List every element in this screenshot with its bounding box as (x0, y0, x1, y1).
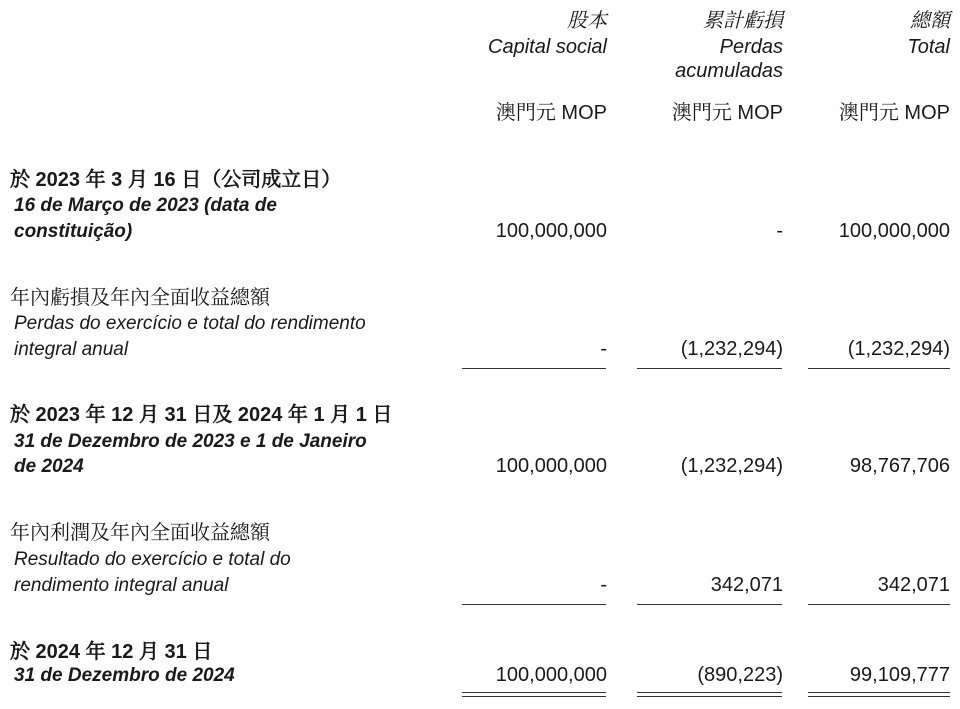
row-5-zh-label: 於 2024 年 12 月 31 日 (10, 641, 213, 663)
col-losses-pt-header-line2: acumuladas (675, 60, 783, 82)
row-5-pt-label-line1: 31 de Dezembro de 2024 (14, 665, 235, 686)
col-capital-pt-header: Capital social (488, 36, 607, 58)
col-total-zh-header: 總額 (910, 10, 950, 32)
row-1-capital-value: 100,000,000 (495, 220, 607, 242)
col-total-pt-header: Total (907, 36, 950, 58)
row-2-losses-value: (1,232,294) (680, 338, 783, 360)
row-2-pt-label-line1: Perdas do exercício e total do rendimento (14, 313, 366, 334)
col-losses-zh-header: 累計虧損 (703, 10, 783, 32)
subtotal-rule-losses (637, 368, 782, 369)
col-capital-zh-header: 股本 (567, 10, 607, 32)
row-5-capital-value: 100,000,000 (495, 664, 607, 686)
total-double-rule-capital (462, 692, 606, 697)
subtotal-rule-capital-2 (462, 604, 606, 605)
subtotal-rule-total (808, 368, 950, 369)
row-4-pt-label-line1: Resultado do exercício e total do (14, 549, 291, 570)
row-1-losses-value: - (776, 220, 783, 242)
row-4-capital-value: - (600, 574, 607, 596)
row-2-pt-label-line2: integral anual (14, 339, 129, 360)
row-5-total-value: 99,109,777 (849, 664, 950, 686)
row-1-zh-label: 於 2023 年 3 月 16 日（公司成立日） (10, 169, 342, 191)
row-3-total-value: 98,767,706 (849, 455, 950, 477)
total-double-rule-total (808, 692, 950, 697)
col-losses-currency: 澳門元 MOP (671, 102, 783, 124)
subtotal-rule-total-2 (808, 604, 950, 605)
row-2-zh-label: 年內虧損及年內全面收益總額 (10, 287, 270, 309)
row-1-pt-label-line1: 16 de Março de 2023 (data de (14, 195, 277, 216)
row-3-pt-label-line1: 31 de Dezembro de 2023 e 1 de Janeiro (14, 431, 367, 452)
row-1-total-value: 100,000,000 (838, 220, 950, 242)
row-4-zh-label: 年內利潤及年內全面收益總額 (10, 522, 270, 544)
col-total-currency: 澳門元 MOP (838, 102, 950, 124)
subtotal-rule-losses-2 (637, 604, 782, 605)
row-5-losses-value: (890,223) (697, 664, 783, 686)
col-capital-currency: 澳門元 MOP (495, 102, 607, 124)
row-3-capital-value: 100,000,000 (495, 455, 607, 477)
row-2-capital-value: - (600, 338, 607, 360)
row-3-zh-label: 於 2023 年 12 月 31 日及 2024 年 1 月 1 日 (10, 404, 393, 426)
row-3-losses-value: (1,232,294) (680, 455, 783, 477)
total-double-rule-losses (637, 692, 782, 697)
row-2-total-value: (1,232,294) (847, 338, 950, 360)
col-losses-pt-header-line1: Perdas (719, 36, 783, 58)
subtotal-rule-capital (462, 368, 606, 369)
row-4-total-value: 342,071 (877, 574, 950, 596)
row-3-pt-label-line2: de 2024 (14, 456, 84, 477)
row-1-pt-label-line2: constituição) (14, 221, 133, 242)
row-4-pt-label-line2: rendimento integral anual (14, 575, 229, 596)
row-4-losses-value: 342,071 (710, 574, 783, 596)
